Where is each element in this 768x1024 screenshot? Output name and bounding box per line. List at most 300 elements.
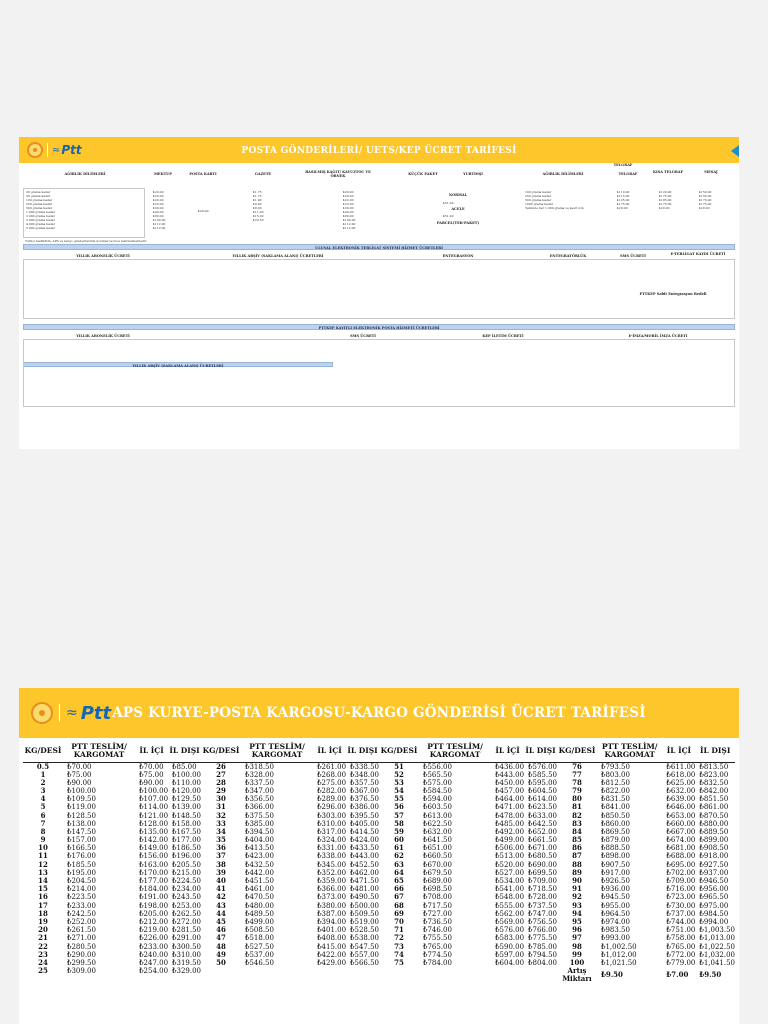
kg-cell: 100	[557, 959, 597, 967]
ptt-brand-text: Ptt	[80, 702, 112, 724]
kg-cell: 39	[216, 867, 226, 877]
il-ici-price-cell: ₺548.00	[491, 893, 524, 901]
kg-cell: 5	[40, 802, 46, 812]
table-row	[557, 836, 735, 844]
kg-cell: 36	[201, 844, 241, 852]
table-row	[201, 959, 379, 967]
kep-sms-header: SMS ÜCRETİ	[350, 334, 376, 338]
kisa-telgraf-price: ₺120.00	[659, 190, 672, 194]
teslim-price-cell: ₺280.50	[63, 942, 135, 950]
teslim-price-cell: ₺575.00	[419, 779, 491, 787]
ptt-brand-text: Ptt	[61, 143, 82, 157]
kg-cell: 34	[201, 828, 241, 836]
teslim-price-cell: ₺489.50	[241, 910, 313, 918]
il-ici-price-cell: ₺170.00	[139, 868, 169, 877]
telgraf-price: ₺110.00	[617, 190, 630, 194]
il-ici-price-cell: ₺499.00	[495, 836, 525, 845]
table-row	[557, 852, 735, 860]
il-ici-price-cell: ₺226.00	[139, 934, 169, 943]
kisa-telgraf-price: ₺175.00	[659, 202, 672, 206]
kg-cell: 90	[557, 877, 597, 885]
kg-cell: 60	[394, 835, 404, 845]
il-disi-price-cell: ₺652.00	[524, 828, 557, 836]
il-disi-price-cell: ₺281.50	[168, 926, 201, 934]
teslim-price-cell: ₺166.50	[63, 844, 135, 852]
teslim-price-cell: ₺508.50	[241, 926, 313, 934]
il-disi-price-cell: ₺291.00	[172, 934, 201, 943]
il-ici-price-cell: ₺520.00	[491, 861, 524, 869]
il-disi-price-cell: ₺832.50	[695, 779, 735, 787]
yurtdisi-price: ₺51.00	[443, 214, 454, 218]
kg-cell: 80	[557, 795, 597, 803]
posta-tariff-title: POSTA GÖNDERİLERİ/ UETS/KEP ÜCRET TARİFESİ	[241, 146, 517, 156]
teslim-price-cell: ₺70.00	[63, 762, 135, 771]
telgraf-price: ₺115.00	[617, 194, 630, 198]
il-disi-price-cell: ₺177.00	[172, 836, 201, 845]
mektup-price: ₺100.00	[153, 218, 166, 222]
kg-cell: 26	[201, 762, 241, 771]
weight-row: 1.000 grama kadar	[26, 210, 56, 214]
il-ici-price-cell: ₺303.00	[313, 811, 346, 819]
table-row	[379, 902, 557, 910]
il-ici-price-cell: ₺429.00	[313, 959, 346, 967]
il-ici-price-cell: ₺611.00	[662, 762, 695, 771]
il-ici-price-cell: ₺702.00	[666, 868, 696, 877]
il-disi-header: İL DIŞI	[346, 740, 379, 762]
teslim-price-cell: ₺565.50	[423, 770, 452, 779]
il-ici-price-cell: ₺219.00	[135, 926, 168, 934]
weight-row: 50 grama kadar	[26, 194, 51, 198]
uets-entegrasyon-header: ENTEGRASYON	[442, 254, 474, 258]
kg-cell: 23	[38, 949, 48, 959]
kg-cell: 72	[394, 933, 404, 943]
il-disi-price-cell: ₺519.00	[350, 917, 379, 926]
teslim-price-cell: ₺746.00	[419, 926, 491, 934]
teslim-price-cell: ₺499.00	[245, 917, 274, 926]
kg-cell: 56	[394, 802, 404, 812]
kg-cell: 63	[379, 861, 419, 869]
kg-cell: 42	[201, 893, 241, 901]
il-disi-price-cell: ₺918.00	[699, 852, 729, 861]
teslim-price-cell: ₺736.50	[423, 917, 452, 926]
il-ici-price-cell: ₺338.00	[317, 852, 347, 861]
table-row	[201, 861, 379, 869]
il-ici-price-cell: ₺471.00	[495, 803, 525, 812]
kg-cell: 37	[216, 851, 226, 861]
mektup-price: ₺30.00	[153, 206, 164, 210]
il-ici-price-cell: ₺408.00	[317, 934, 347, 943]
table-row	[379, 779, 557, 787]
il-disi-price-cell: ₺110.00	[168, 779, 201, 787]
kg-cell: 48	[201, 942, 241, 950]
posta-karti-price: ₺20.00	[198, 209, 209, 213]
il-ici-price-cell: ₺555.00	[495, 901, 525, 910]
table-row	[557, 910, 735, 918]
il-ici-price-cell: ₺660.00	[666, 819, 696, 828]
table-row	[201, 762, 379, 771]
il-disi-price-cell: ₺310.00	[172, 950, 201, 959]
kisa-telgraf-header: KISA TELGRAF	[653, 170, 683, 174]
il-disi-price-cell: ₺604.50	[528, 786, 557, 795]
teslim-price-cell: ₺594.00	[419, 795, 491, 803]
basilmis-price: ₺23.00	[343, 202, 354, 206]
il-disi-price-cell: ₺946.50	[695, 877, 735, 885]
il-disi-price-cell: ₺424.00	[350, 836, 379, 845]
kg-cell: 65	[379, 877, 419, 885]
table-row	[23, 893, 201, 901]
table-row	[23, 861, 201, 869]
table-row	[23, 844, 201, 852]
kurye-column-1	[23, 740, 201, 983]
il-disi-price-cell: ₺338.50	[346, 762, 379, 771]
left-arrow-icon[interactable]	[731, 145, 739, 157]
il-disi-price-cell: ₺481.00	[350, 885, 379, 894]
il-disi-price-cell: ₺205.50	[168, 861, 201, 869]
kayitli-price: ₺51.00	[443, 201, 454, 205]
il-disi-price-cell: ₺319.50	[168, 959, 201, 967]
kg-cell: 93	[572, 900, 582, 910]
il-ici-price-cell: ₺751.00	[662, 926, 695, 934]
il-disi-price-cell: ₺699.50	[528, 868, 557, 877]
il-disi-price-cell: ₺747.00	[524, 910, 557, 918]
il-disi-price-cell: ₺414.50	[346, 828, 379, 836]
table-row	[23, 918, 201, 926]
tariff-footnote: Yurtiçi taahhütlü, APS ve kargo gönderilerinin ücretleri ayrıca belirlenmektedir.	[25, 239, 147, 243]
il-ici-price-cell: ₺247.00	[135, 959, 168, 967]
teslim-price-cell: ₺1,021.50	[597, 959, 662, 967]
pttkep-entegrasyon-label: PTTKEP Sabit Entegrasyon Bedeli	[639, 292, 707, 296]
il-ici-price-cell: ₺75.00	[139, 770, 164, 779]
mektup-price: ₺22.00	[153, 198, 164, 202]
il-ici-price-cell: ₺562.00	[491, 910, 524, 918]
teslim-price-cell: ₺518.00	[245, 934, 274, 943]
il-disi-price-cell: ₺766.00	[524, 926, 557, 934]
telgraf-price: ₺125.00	[617, 198, 630, 202]
basilmis-price: ₺112.00	[343, 222, 356, 226]
il-ici-price-cell: ₺240.00	[139, 950, 169, 959]
teslim-price-cell: ₺147.50	[63, 828, 135, 836]
kg-cell: 87	[572, 851, 582, 861]
table-row	[379, 893, 557, 901]
kg-cell: 66	[394, 884, 404, 894]
weight-row: 20 grama kadar	[26, 190, 51, 194]
gazete-price-list	[253, 190, 264, 222]
il-disi-price-cell: ₺376.50	[346, 795, 379, 803]
kg-cell: 0.5	[23, 762, 63, 771]
teslim-price-cell: ₺622.50	[423, 819, 452, 828]
il-disi-price-cell: ₺490.50	[346, 893, 379, 901]
table-row	[557, 795, 735, 803]
acele-label: ACELE	[451, 207, 465, 211]
teslim-price-cell: ₺869.50	[597, 828, 662, 836]
table-row	[379, 942, 557, 950]
il-ici-price-cell: ₺730.00	[666, 901, 696, 910]
il-disi-price-cell: ₺433.50	[346, 844, 379, 852]
table-row	[379, 795, 557, 803]
teslim-price-cell: ₺233.00	[67, 901, 96, 910]
il-disi-price-cell: ₺585.50	[528, 770, 557, 779]
kg-cell: 55	[379, 795, 419, 803]
ptt-teslim-header: PTT TESLİM/ KARGOMAT	[419, 740, 491, 762]
kurye-column-2	[201, 740, 379, 983]
il-ici-price-cell: ₺394.00	[317, 917, 347, 926]
uets-arsiv-header: YILLIK ARŞİV (SAKLAMA ALANI) ÜCRETLERİ	[232, 254, 324, 258]
kg-cell: 22	[23, 942, 63, 950]
uets-etebligat-header: E-TEBLİGAT KAYDI ÜCRETİ	[670, 252, 726, 256]
table-row	[201, 820, 379, 828]
il-disi-price-cell: ₺633.00	[524, 811, 557, 819]
basilmis-price: ₺112.00	[343, 226, 356, 230]
kg-cell: 89	[572, 867, 582, 877]
teslim-price-cell: ₺841.00	[601, 803, 630, 812]
kep-yillik-abone-header: YILLIK ABONELİK ÜCRETİ	[76, 334, 130, 338]
teslim-price-cell: ₺328.00	[245, 770, 274, 779]
gazete-header: GAZETE	[254, 172, 272, 176]
teslim-price-cell: ₺261.50	[63, 926, 135, 934]
gazete-price: ₺11.00	[253, 210, 264, 214]
teslim-price-cell: ₺318.50	[241, 762, 313, 771]
table-row	[23, 902, 201, 910]
teslim-price-cell: ₺347.00	[245, 786, 274, 795]
table-row	[201, 934, 379, 942]
ptt-teslim-header: PTT TESLİM/ KARGOMAT	[597, 740, 662, 762]
mesaj-price: ₺175.00	[699, 202, 712, 206]
il-disi-price-cell: ₺528.50	[346, 926, 379, 934]
teslim-price-cell: ₺242.50	[63, 910, 135, 918]
il-disi-price-cell: ₺842.00	[699, 786, 729, 795]
il-disi-price-cell: ₺984.50	[695, 910, 735, 918]
kurye-tariff-title: APS KURYE-POSTA KARGOSU-KARGO GÖNDERİSİ ÜCRET TARİFESİ	[112, 705, 646, 721]
il-disi-price-cell: ₺547.50	[346, 942, 379, 950]
kg-cell: 88	[557, 861, 597, 869]
telgraf-header: TELGRAF	[618, 172, 638, 176]
basilmis-price: ₺20.00	[343, 194, 354, 198]
il-ici-price-cell: ₺695.00	[662, 861, 695, 869]
il-disi-price-cell: ₺823.00	[699, 770, 729, 779]
il-ici-price-cell: ₺653.00	[662, 811, 695, 819]
teslim-price-cell: ₺603.50	[423, 803, 452, 812]
mektup-header: MEKTUP	[154, 172, 172, 176]
il-ici-price-cell: ₺604.00	[491, 959, 524, 967]
il-ici-price-cell: ₺506.00	[491, 844, 524, 852]
il-ici-price-cell: ₺646.00	[666, 803, 696, 812]
kg-cell: 13	[38, 867, 48, 877]
kg-cell: 19	[38, 916, 48, 926]
il-disi-price-cell: ₺614.00	[524, 795, 557, 803]
il-ici-price-cell: ₺380.00	[317, 901, 347, 910]
kg-cell: 57	[379, 811, 419, 819]
table-row	[557, 902, 735, 910]
mektup-price: ₺40.00	[153, 210, 164, 214]
kg-cell: 64	[394, 867, 404, 877]
teslim-price-cell: ₺537.00	[245, 950, 274, 959]
il-disi-price-cell: ₺262.50	[168, 910, 201, 918]
kg-cell: 46	[201, 926, 241, 934]
il-disi-price-cell: ₺965.50	[695, 893, 735, 901]
kg-cell: 70	[394, 916, 404, 926]
table-row	[201, 779, 379, 787]
il-ici-price-cell: ₺688.00	[666, 852, 696, 861]
il-disi-price-cell: ₺889.50	[695, 828, 735, 836]
telgraf-price-list	[617, 190, 629, 210]
uets-sms-header: SMS ÜCRETİ	[620, 254, 646, 258]
teslim-price-cell: ₺404.00	[245, 836, 274, 845]
teslim-price-cell: ₺983.50	[597, 926, 662, 934]
weight-row: 250 grama kadar	[26, 202, 53, 206]
table-row	[557, 926, 735, 934]
posta-tariff-header	[19, 137, 739, 163]
table-row	[23, 787, 201, 795]
teslim-price-cell: ₺793.50	[597, 762, 662, 771]
il-disi-price-cell: ₺1,003.50	[695, 926, 735, 934]
il-disi-price-cell: ₺1,013.00	[699, 934, 735, 943]
teslim-price-cell: ₺651.00	[419, 844, 491, 852]
table-row	[23, 795, 201, 803]
il-ici-price-cell: ₺492.00	[491, 828, 524, 836]
table-row	[557, 885, 735, 893]
kg-cell: 25	[38, 966, 48, 976]
teslim-price-cell: ₺974.00	[601, 917, 630, 926]
kg-cell: 32	[201, 811, 241, 819]
il-ici-header: İL İÇİ	[662, 740, 695, 762]
teslim-price-cell: ₺926.50	[597, 877, 662, 885]
kep-section-bar: PTTKEP KAYITLI ELEKTRONİK POSTA HİZMETİ ÜCRETLERİ	[23, 324, 735, 330]
basilmis-header: BASILMIŞ KAĞIT/ KAVUZTOC VE ÖRNEK	[305, 170, 371, 178]
il-disi-price-cell: ₺215.00	[172, 868, 201, 877]
il-disi-price-cell: ₺234.00	[172, 885, 201, 894]
gazete-price: ₺4.00	[253, 202, 262, 206]
teslim-price-cell: ₺755.50	[423, 934, 452, 943]
kisa-telgraf-price: ₺185.00	[659, 198, 672, 202]
teslim-price-cell: ₺765.00	[419, 942, 491, 950]
kg-cell: 79	[572, 785, 582, 795]
table-row	[557, 877, 735, 885]
mesaj-price: ₺20.00	[699, 206, 710, 210]
teslim-price-cell: ₺888.50	[597, 844, 662, 852]
teslim-price-cell: ₺584.50	[423, 786, 452, 795]
il-disi-price-cell: ₺186.50	[168, 844, 201, 852]
il-ici-price-cell: ₺268.00	[317, 770, 347, 779]
il-ici-price-cell: ₺758.00	[666, 934, 696, 943]
il-disi-price-cell: ₺129.50	[168, 795, 201, 803]
il-disi-price-cell: ₺405.00	[350, 819, 379, 828]
weight-header: AĞIRLIK DİLİMLERİ	[64, 172, 106, 176]
table-row	[379, 852, 557, 860]
table-row	[379, 861, 557, 869]
il-disi-price-cell: ₺975.00	[699, 901, 729, 910]
il-disi-price-cell: ₺148.50	[168, 811, 201, 819]
table-row	[201, 803, 379, 811]
basilmis-price: ₺100.00	[343, 218, 356, 222]
kg-cell: 7	[40, 818, 46, 828]
weight-row: 500 grama kadar	[26, 206, 53, 210]
il-disi-price-cell: ₺196.00	[172, 852, 201, 861]
il-disi-price-cell: ₺386.00	[350, 803, 379, 812]
teslim-price-cell: ₺945.50	[597, 893, 662, 901]
table-row	[23, 942, 201, 950]
teslim-price-cell: ₺917.00	[601, 868, 630, 877]
il-ici-price-cell: ₺184.00	[139, 885, 169, 894]
table-row	[379, 787, 557, 795]
gazete-price: ₺15.00	[253, 214, 264, 218]
table-row	[379, 811, 557, 819]
il-ici-price-cell: ₺632.00	[666, 786, 696, 795]
ptt-swoosh-icon: ≈	[52, 144, 61, 156]
kg-cell: 1	[40, 769, 46, 779]
teslim-price-cell: ₺708.00	[419, 893, 491, 901]
il-disi-price-cell: ₺861.00	[699, 803, 729, 812]
il-ici-price-cell: ₺681.00	[662, 844, 695, 852]
kep-arsiv-bar: YILLIK ARŞİV (SAKLAMA ALANI) ÜCRETLERİ	[23, 362, 333, 367]
normal-label: NORMAL	[448, 193, 468, 197]
teslim-price-cell: ₺214.00	[67, 885, 96, 894]
kg-cell: 53	[379, 779, 419, 787]
kg-cell: 92	[557, 893, 597, 901]
kisa-telgraf-price-list	[659, 190, 671, 210]
il-ici-price-cell: ₺513.00	[495, 852, 525, 861]
il-disi-header: İL DIŞI	[695, 740, 735, 762]
il-ici-price-cell: ₺709.00	[662, 877, 695, 885]
il-disi-price-cell: ₺538.00	[350, 934, 379, 943]
table-row	[557, 787, 735, 795]
table-row	[557, 869, 735, 877]
table-row	[23, 762, 201, 771]
teslim-price-cell: ₺613.00	[419, 811, 491, 819]
il-disi-price-cell: ₺671.00	[524, 844, 557, 852]
basilmis-price: ₺20.00	[343, 190, 354, 194]
teslim-price-cell: ₺964.50	[597, 910, 662, 918]
teslim-price-cell: ₺176.00	[67, 852, 96, 861]
table-row	[201, 926, 379, 934]
telgraf-price: ₺20.00	[617, 206, 628, 210]
il-disi-price-cell: ₺1,022.50	[695, 942, 735, 950]
il-ici-price-cell: ₺534.00	[491, 877, 524, 885]
kg-desi-header: KG/DESİ	[23, 740, 63, 762]
teslim-price-cell: ₺936.00	[601, 885, 630, 894]
il-disi-price-cell: ₺100.00	[172, 770, 201, 779]
kg-cell: 41	[216, 884, 226, 894]
il-ici-price-cell: ₺765.00	[662, 942, 695, 950]
teslim-price-cell: ₺784.00	[419, 959, 491, 967]
table-row	[23, 910, 201, 918]
table-row	[557, 918, 735, 926]
teslim-price-cell: ₺157.00	[67, 836, 96, 845]
table-row	[23, 959, 201, 967]
table-row	[557, 771, 735, 779]
kg-cell: 20	[23, 926, 63, 934]
ptt-teslim-header: PTT TESLİM/ KARGOMAT	[241, 740, 313, 762]
il-ici-price-cell: ₺415.00	[313, 942, 346, 950]
il-ici-price-cell: ₺345.00	[313, 861, 346, 869]
table-row	[201, 844, 379, 852]
teslim-price-cell: ₺337.50	[241, 779, 313, 787]
kg-cell: 74	[394, 949, 404, 959]
kg-cell: 49	[216, 949, 226, 959]
table-row	[557, 844, 735, 852]
table-row	[379, 877, 557, 885]
teslim-price-cell: ₺375.50	[241, 811, 313, 819]
teslim-price-cell: ₺356.50	[241, 795, 313, 803]
teslim-price-cell: ₺299.50	[63, 959, 135, 967]
il-ici-header: İL İÇİ	[313, 740, 346, 762]
il-ici-price-cell: ₺135.00	[135, 828, 168, 836]
table-row	[379, 828, 557, 836]
il-ici-price-cell: ₺576.00	[491, 926, 524, 934]
table-row	[379, 836, 557, 844]
kg-cell: 52	[394, 769, 404, 779]
kg-cell: 77	[572, 769, 582, 779]
il-ici-price-cell: ₺723.00	[662, 893, 695, 901]
